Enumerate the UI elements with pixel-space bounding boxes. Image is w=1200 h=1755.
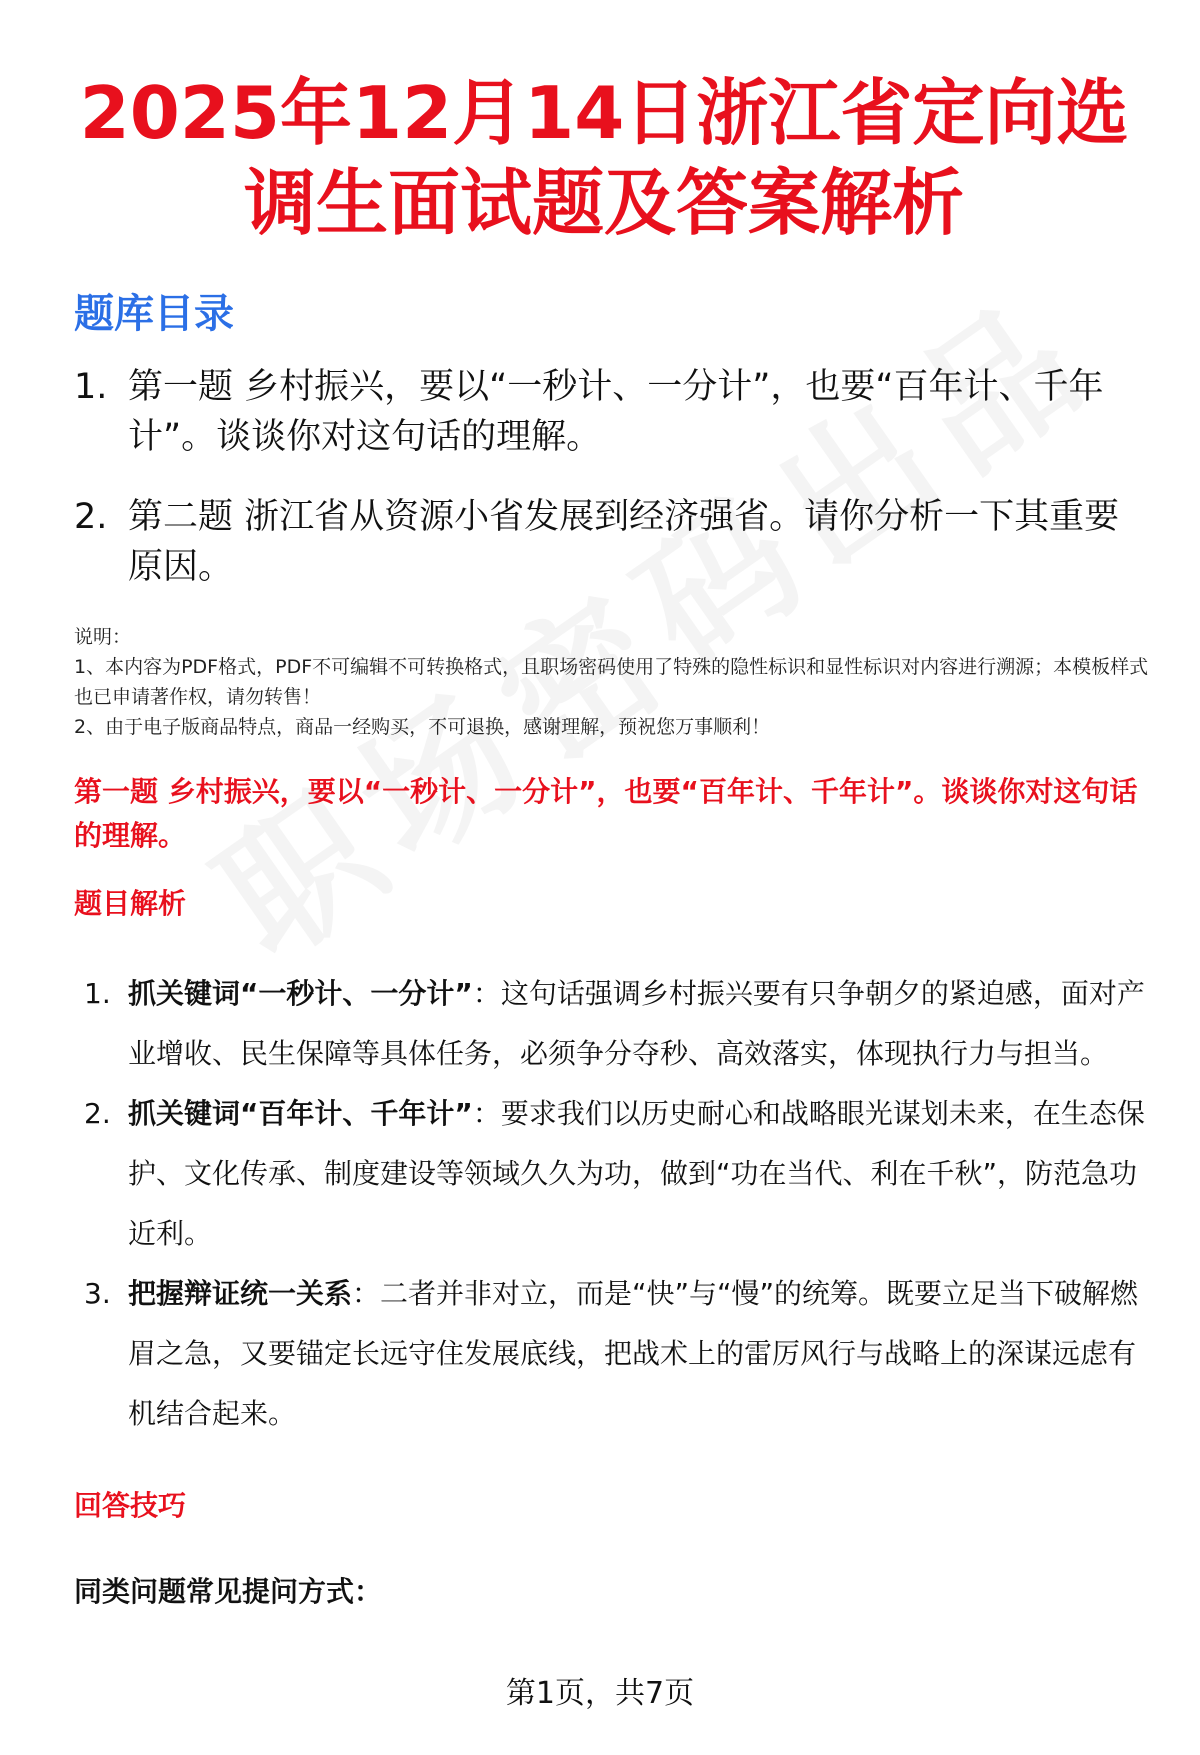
document-title: 2025年12月14日浙江省定向选调生面试题及答案解析 — [79, 71, 1129, 245]
analysis-item-key: 把握辩证统一关系 — [128, 1277, 353, 1310]
analysis-item-number: 2. — [84, 1097, 111, 1130]
similar-questions-label: 同类问题常见提问方式： — [74, 1575, 383, 1608]
notes-block — [74, 622, 1154, 742]
analysis-item-key: 抓关键词“一秒计、一分计” — [128, 977, 473, 1010]
analysis-label: 题目解析 — [74, 887, 187, 920]
toc-item-text[interactable]: 第二题 浙江省从资源小省发展到经济强省。请你分析一下其重要原因。 — [128, 497, 1120, 587]
analysis-item-body — [128, 1084, 1154, 1264]
page-footer: 第1页，共7页 — [505, 1676, 695, 1711]
notes-line: 2、由于电子版商品特点，商品一经购买，不可退换，感谢理解，预祝您万事顺利！ — [74, 716, 771, 738]
analysis-item-number: 1. — [84, 977, 111, 1010]
notes-title: 说明： — [74, 626, 132, 648]
analysis-item-text: ：这句话强调乡村振兴要有只争朝夕的紧迫感，面对产业增收、民生保障等具体任务，必须争分夺秒、高效落实，体现执行力与担当。 — [128, 977, 1145, 1070]
analysis-item — [74, 964, 1154, 1084]
toc-list — [74, 362, 1154, 592]
analysis-item-text: ：要求我们以历史耐心和战略眼光谋划未来，在生态保护、文化传承、制度建设等领域久久为功，做到“功在当代、利在千秋”，防范急功近利。 — [128, 1097, 1145, 1250]
toc-item[interactable] — [74, 362, 1154, 462]
analysis-list — [74, 964, 1154, 1444]
toc-item-number: 2. — [74, 497, 108, 537]
analysis-item — [74, 1084, 1154, 1264]
analysis-item-key: 抓关键词“百年计、千年计” — [128, 1097, 473, 1130]
toc-item-text[interactable]: 第一题 乡村振兴，要以“一秒计、一分计”，也要“百年计、千年计”。谈谈你对这句话的理解。 — [128, 367, 1104, 457]
toc-heading: 题库目录 — [74, 291, 234, 337]
analysis-item-body — [128, 1264, 1154, 1444]
question-heading: 第一题 乡村振兴，要以“一秒计、一分计”，也要“百年计、千年计”。谈谈你对这句话的理解。 — [74, 775, 1138, 852]
notes-line: 1、本内容为PDF格式，PDF不可编辑不可转换格式，且职场密码使用了特殊的隐性标识和显性标识对内容进行溯源；本模板样式也已申请著作权，请勿转售！ — [74, 656, 1149, 708]
toc-item-number: 1. — [74, 367, 108, 407]
analysis-item — [74, 1264, 1154, 1444]
analysis-item-body — [128, 964, 1154, 1084]
tips-label: 回答技巧 — [74, 1489, 187, 1522]
page-content — [74, 0, 1154, 1614]
toc-item[interactable] — [74, 492, 1154, 592]
analysis-item-number: 3. — [84, 1277, 111, 1310]
analysis-item-text: ：二者并非对立，而是“快”与“慢”的统筹。既要立足当下破解燃眉之急，又要锚定长远守住发展底线，把战术上的雷厉风行与战略上的深谋远虑有机结合起来。 — [128, 1277, 1139, 1430]
